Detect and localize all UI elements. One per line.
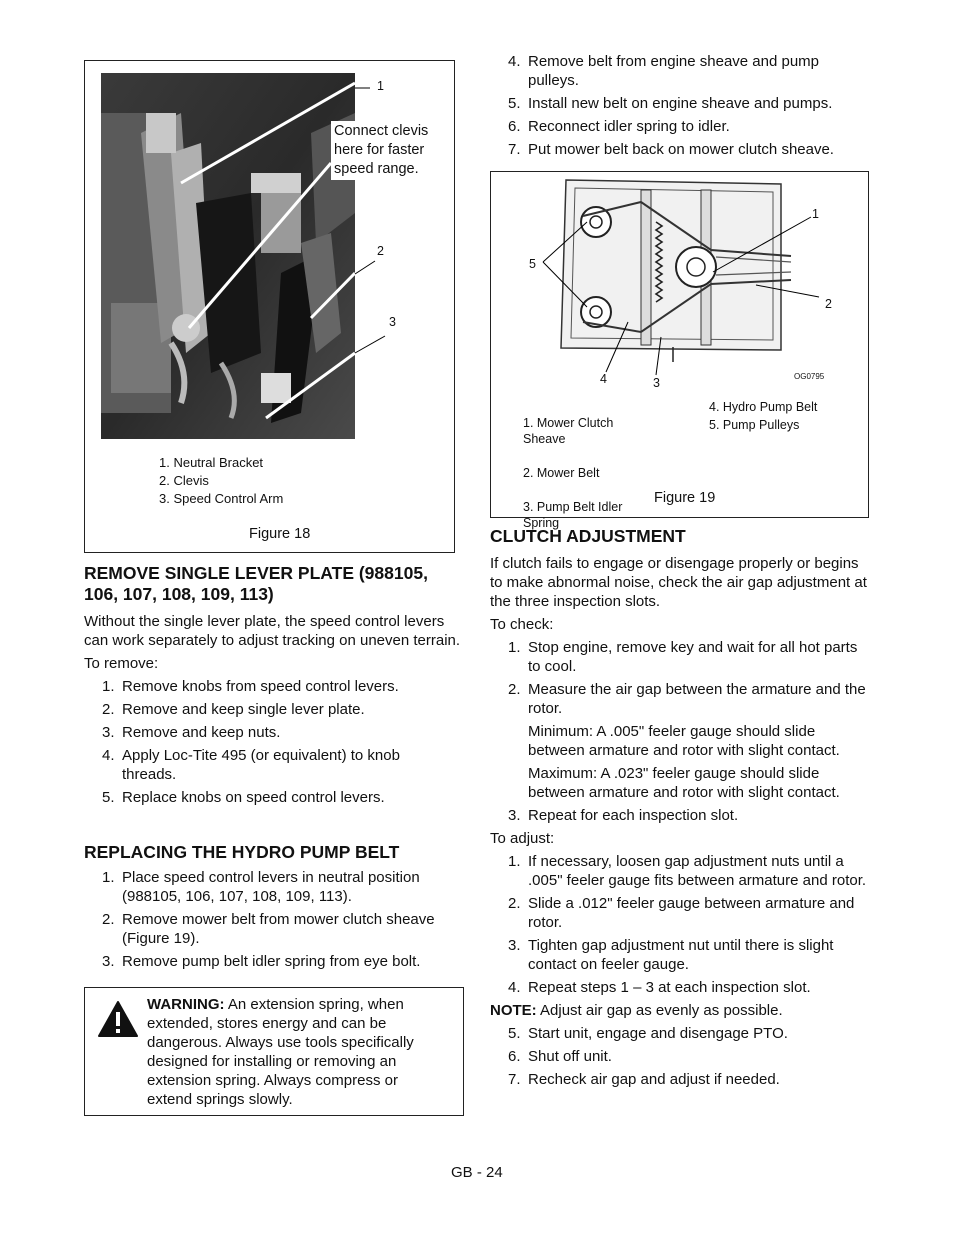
list-item: 1. Remove knobs from speed control levers. — [102, 678, 399, 695]
remove-plate-intro: Without the single lever plate, the speed control levers can work separately to adjust tracking on uneven terrain. — [84, 613, 461, 649]
fig18-legend-item: 2. Clevis — [159, 473, 209, 488]
check-steps — [490, 638, 870, 718]
note-text: NOTE: Adjust air gap as evenly as possible. — [490, 1002, 783, 1019]
hydro-belt-steps-b — [490, 52, 870, 159]
list-item: 6. Shut off unit. — [508, 1048, 612, 1065]
list-item: 2. Remove mower belt from mower clutch sheave (Figure 19). — [102, 911, 435, 947]
fig18-note: Connect clevis here for faster speed range. — [331, 121, 449, 180]
list-item: 7. Put mower belt back on mower clutch sheave. — [508, 141, 834, 158]
warning-text: WARNING: An extension spring, when extended, stores energy and can be dangerous. Always use tools specifically designed for installing or removing an extension spring. Always compress or extend springs slowly. — [147, 996, 414, 1108]
list-item: 2. Slide a .012" feeler gauge between armature and rotor. — [508, 895, 855, 931]
fig18-callout-2: 2 — [377, 244, 384, 258]
check-step-3 — [490, 806, 870, 825]
fig18-callout-1: 1 — [377, 79, 384, 93]
remove-plate-steps — [84, 677, 464, 807]
hydro-belt-section — [84, 842, 464, 975]
fig19-callout-1: 1 — [812, 207, 819, 221]
figure-19-frame — [490, 171, 869, 530]
fig19-callout-4: 4 — [600, 372, 607, 386]
fig18-legend — [159, 454, 283, 508]
minimum-text: Minimum: A .005" feeler gauge should slide between armature and rotor with slight contact. — [528, 723, 840, 759]
warning-box — [84, 987, 464, 1116]
fig19-legend-item: 2. Mower Belt — [523, 466, 600, 480]
list-item: 4. Apply Loc-Tite 495 (or equivalent) to knob threads. — [102, 747, 400, 783]
fig19-code: OG0795 — [794, 372, 825, 381]
to-check-label: To check: — [490, 616, 554, 633]
fig18-legend-item: 1. Neutral Bracket — [159, 455, 264, 470]
remove-plate-section — [84, 563, 464, 811]
list-item: 1. Place speed control levers in neutral position (988105, 106, 107, 108, 109, 113). — [102, 869, 420, 905]
list-item: 4. Repeat steps 1 – 3 at each inspection slot. — [508, 979, 811, 996]
list-item: 1. If necessary, loosen gap adjustment nuts until a .005" feeler gauge fits between armature and rotor. — [508, 853, 867, 889]
list-item: 5. Replace knobs on speed control levers. — [102, 789, 385, 806]
fig19-caption: Figure 19 — [654, 490, 716, 506]
figure-18-frame — [84, 60, 455, 553]
fig19-legend-left — [523, 399, 693, 547]
figure-19-drawing — [491, 172, 870, 382]
list-item: 1. Stop engine, remove key and wait for all hot parts to cool. — [508, 639, 858, 675]
hydro-belt-heading: REPLACING THE HYDRO PUMP BELT — [84, 842, 400, 862]
list-item: 3. Remove pump belt idler spring from eye bolt. — [102, 953, 421, 970]
hydro-belt-steps-a — [84, 868, 464, 971]
clutch-heading: CLUTCH ADJUSTMENT — [490, 526, 686, 546]
fig19-callout-3: 3 — [653, 376, 660, 390]
list-item: 6. Reconnect idler spring to idler. — [508, 118, 730, 135]
clutch-intro: If clutch fails to engage or disengage properly or begins to make abnormal noise, check the air gap adjustment at the three inspection slots. — [490, 555, 867, 610]
list-item: 4. Remove belt from engine sheave and pump pulleys. — [508, 53, 820, 89]
list-item: 3. Repeat for each inspection slot. — [508, 807, 739, 824]
remove-plate-heading: REMOVE SINGLE LEVER PLATE (988105, 106, 107, 108, 109, 113) — [84, 563, 428, 604]
fig18-caption: Figure 18 — [249, 526, 311, 542]
fig19-callout-5: 5 — [529, 257, 536, 271]
list-item: 2. Remove and keep single lever plate. — [102, 701, 365, 718]
to-remove-label: To remove: — [84, 655, 159, 672]
fig19-legend-item: 3. Pump Belt Idler Spring — [523, 500, 623, 530]
page-number: GB - 24 — [451, 1164, 503, 1181]
list-item: 5. Start unit, engage and disengage PTO. — [508, 1025, 788, 1042]
clutch-section — [490, 526, 870, 1093]
warning-triangle-icon — [97, 1000, 139, 1038]
list-item: 3. Remove and keep nuts. — [102, 724, 281, 741]
fig19-legend-item: 5. Pump Pulleys — [709, 418, 800, 432]
to-adjust-label: To adjust: — [490, 830, 555, 847]
list-item: 5. Install new belt on engine sheave and pumps. — [508, 95, 833, 112]
fig18-callout-3: 3 — [389, 315, 396, 329]
maximum-text: Maximum: A .023" feeler gauge should slide between armature and rotor with slight contact. — [528, 765, 840, 801]
fig19-legend-right — [709, 399, 859, 433]
fig19-callout-2: 2 — [825, 297, 832, 311]
hydro-belt-steps-continued — [490, 52, 870, 163]
adjust-steps — [490, 852, 870, 997]
list-item: 2. Measure the air gap between the armature and the rotor. — [508, 681, 866, 717]
fig18-legend-item: 3. Speed Control Arm — [159, 491, 284, 506]
list-item: 3. Tighten gap adjustment nut until there is slight contact on feeler gauge. — [508, 937, 834, 973]
final-steps — [490, 1024, 870, 1089]
fig19-legend-item: 4. Hydro Pump Belt — [709, 400, 818, 414]
list-item: 7. Recheck air gap and adjust if needed. — [508, 1071, 780, 1088]
fig19-legend-item: 1. Mower Clutch Sheave — [523, 416, 614, 446]
